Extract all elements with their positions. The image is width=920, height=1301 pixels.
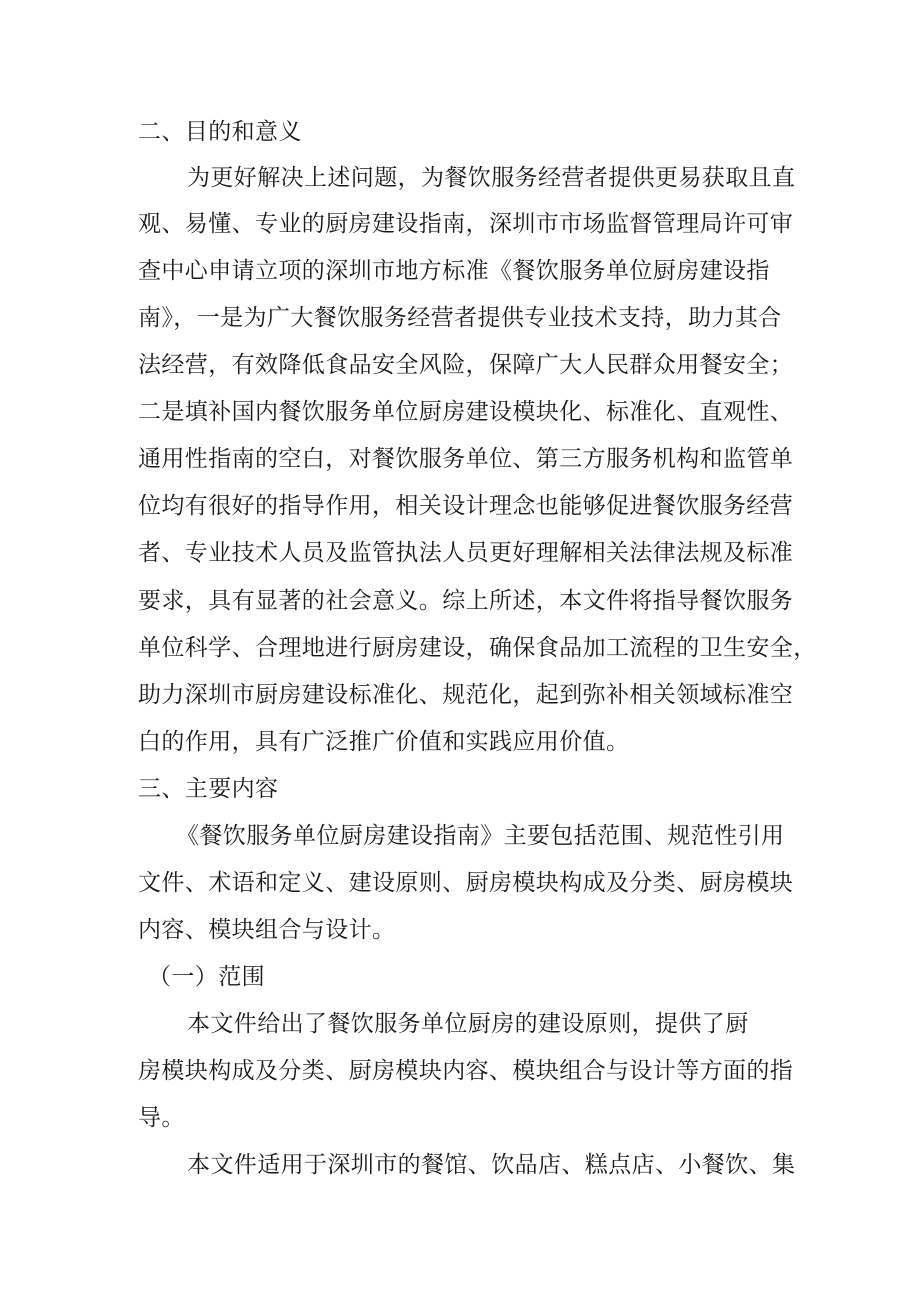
paragraph-line: 二是填补国内餐饮服务单位厨房建设模块化、标准化、直观性、 xyxy=(138,399,794,425)
section-heading-purpose: 二、目的和意义 xyxy=(138,119,302,145)
paragraph-line: 单位科学、合理地进行厨房建设，确保食品加工流程的卫生安全， xyxy=(138,635,817,661)
paragraph-line: 查中心申请立项的深圳市地方标准《餐饮服务单位厨房建设指 xyxy=(138,258,770,284)
paragraph-line: 者、专业技术人员及监管执法人员更好理解相关法律法规及标准 xyxy=(138,540,794,566)
paragraph-line: 文件、术语和定义、建设原则、厨房模块构成及分类、厨房模块 xyxy=(138,870,794,896)
paragraph-line: 南》，一是为广大餐饮服务经营者提供专业技术支持，助力其合 xyxy=(138,305,782,331)
subsection-heading-scope: （一）范围 xyxy=(148,964,265,990)
paragraph-line: 法经营，有效降低食品安全风险，保障广大人民群众用餐安全； xyxy=(138,352,794,378)
paragraph-line: 内容、模块组合与设计。 xyxy=(138,917,396,943)
paragraph-line: 为更好解决上述问题，为餐饮服务经营者提供更易获取且直 xyxy=(187,165,796,191)
paragraph-line: 通用性指南的空白，对餐饮服务单位、第三方服务机构和监管单 xyxy=(138,446,794,472)
paragraph-line: 助力深圳市厨房建设标准化、规范化，起到弥补相关领域标准空 xyxy=(138,682,794,708)
paragraph-line: 位均有很好的指导作用，相关设计理念也能够促进餐饮服务经营 xyxy=(138,493,794,519)
paragraph-line: 本文件适用于深圳市的餐馆、饮品店、糕点店、小餐饮、集 xyxy=(187,1152,796,1178)
paragraph-line: 导。 xyxy=(138,1105,185,1131)
paragraph-line: 房模块构成及分类、厨房模块内容、模块组合与设计等方面的指 xyxy=(138,1058,794,1084)
paragraph-line: 要求，具有显著的社会意义。综上所述，本文件将指导餐饮服务 xyxy=(138,588,794,614)
section-heading-main-content: 三、主要内容 xyxy=(138,776,279,802)
paragraph-line: 观、易懂、专业的厨房建设指南，深圳市市场监督管理局许可审 xyxy=(138,211,794,237)
paragraph-line: 本文件给出了餐饮服务单位厨房的建设原则，提供了厨 xyxy=(187,1011,749,1037)
paragraph-line: 《餐饮服务单位厨房建设指南》主要包括范围、规范性引用 xyxy=(176,823,785,849)
paragraph-line: 白的作用，具有广泛推广价值和实践应用价值。 xyxy=(138,729,630,755)
